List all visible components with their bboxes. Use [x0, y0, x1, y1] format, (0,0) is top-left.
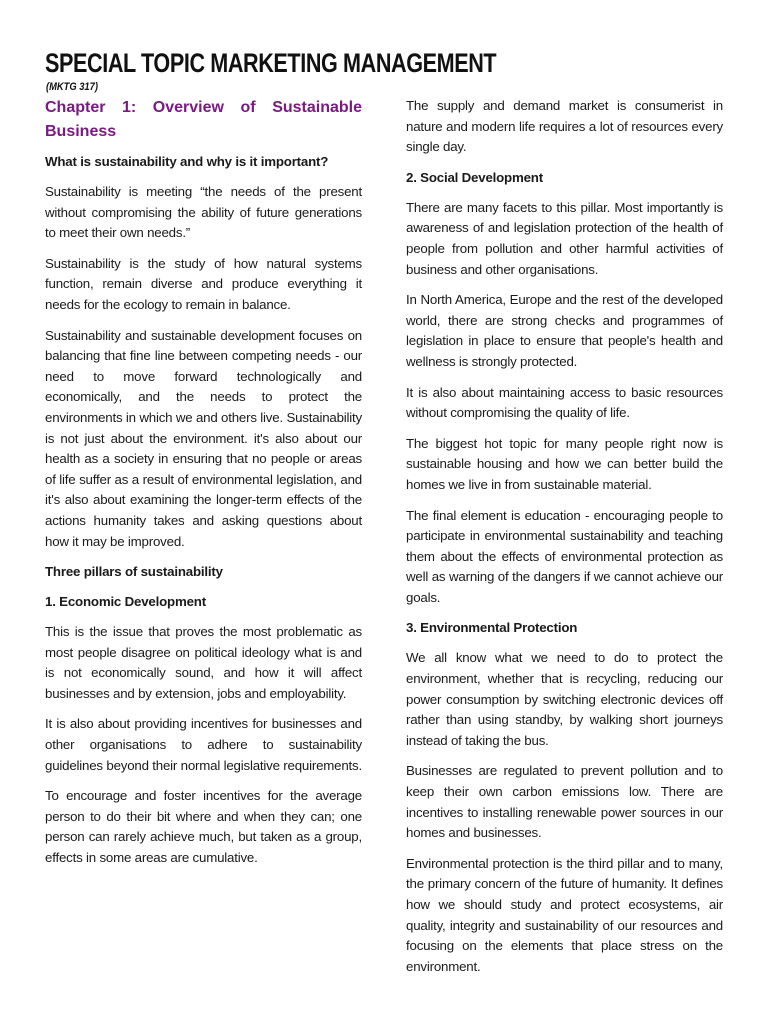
right-column: [406, 96, 723, 987]
chapter-heading: Chapter 1: Overview of Sustainable Business: [45, 99, 362, 140]
pillars-heading: Three pillars of sustainability: [45, 564, 223, 580]
social-heading: 2. Social Development: [406, 169, 543, 185]
left-column: [45, 96, 362, 879]
paragraph: It is also about providing incentives for businesses and other organisations to adhere to sustainability guidelines beyond their normal legislative requirements.: [45, 716, 362, 773]
course-code: (MKTG 317): [46, 81, 98, 93]
paragraph: In North America, Europe and the rest of the developed world, there are strong checks and programmes of legislation in place to ensure that people's health and wellness is strongly protected.: [406, 292, 723, 369]
paragraph: The biggest hot topic for many people right now is sustainable housing and how we can better build the homes we live in from sustainable material.: [406, 435, 723, 492]
paragraph: It is also about maintaining access to basic resources without compromising the quality of life.: [406, 384, 723, 421]
paragraph: There are many facets to this pillar. Most importantly is awareness of and legislation protection of the health of people from pollution and other harmful activities of business and other organisations.: [406, 199, 723, 277]
paragraph: Environmental protection is the third pillar and to many, the primary concern of the future of humanity. It defines how we should study and protect ecosystems, air quality, integrity and sustainability of our resources and focusing on the elements that place stress on the environment.: [406, 855, 723, 974]
environmental-heading: 3. Environmental Protection: [406, 620, 578, 636]
paragraph: Sustainability is meeting “the needs of the present without compromising the ability of future generations to meet their own needs.”: [45, 184, 362, 241]
question-heading: What is sustainability and why is it important?: [45, 154, 329, 169]
paragraph: This is the issue that proves the most problematic as most people disagree on political ideology what is and is not economically sound, and how it will affect businesses and by extension, jobs and employability.: [45, 624, 362, 701]
economic-heading: 1. Economic Development: [45, 594, 206, 610]
paragraph: We all know what we need to do to protect the environment, whether that is recycling, reducing our power consumption by switching electronic devices off rather than using standby, by walking short journeys instead of taking the bus.: [406, 650, 723, 748]
document-title: SPECIAL TOPIC MARKETING MANAGEMENT: [45, 48, 497, 78]
paragraph: The supply and demand market is consumerist in nature and modern life requires a lot of resources every single day.: [406, 98, 723, 155]
paragraph: Businesses are regulated to prevent pollution and to keep their own carbon emissions low. There are incentives to installing renewable power sources in our homes and businesses.: [406, 763, 723, 841]
paragraph: To encourage and foster incentives for the average person to do their bit where and when they can; one person can rarely achieve much, but taken as a group, effects in some areas are cumulative.: [45, 788, 362, 866]
paragraph: The final element is education - encouraging people to participate in environmental sustainability and teaching them about the effects of environmental protection as well as warning of the dangers if we cannot achieve our goals.: [406, 507, 723, 605]
paragraph: Sustainability and sustainable development focuses on balancing that fine line between competing needs - our need to move forward technologically and economically, and the needs to protect the environments in which we and others live. Sustainability is not just about the environment. it's also about our health as a society in ensuring that no people or areas of life suffer as a result of environmental legislation, and it's also about examining the longer-term effects of the actions humanity takes and asking questions about how it may be improved.: [45, 327, 362, 549]
paragraph: Sustainability is the study of how natural systems function, remain diverse and produce everything it needs for the ecology to remain in balance.: [45, 255, 362, 312]
